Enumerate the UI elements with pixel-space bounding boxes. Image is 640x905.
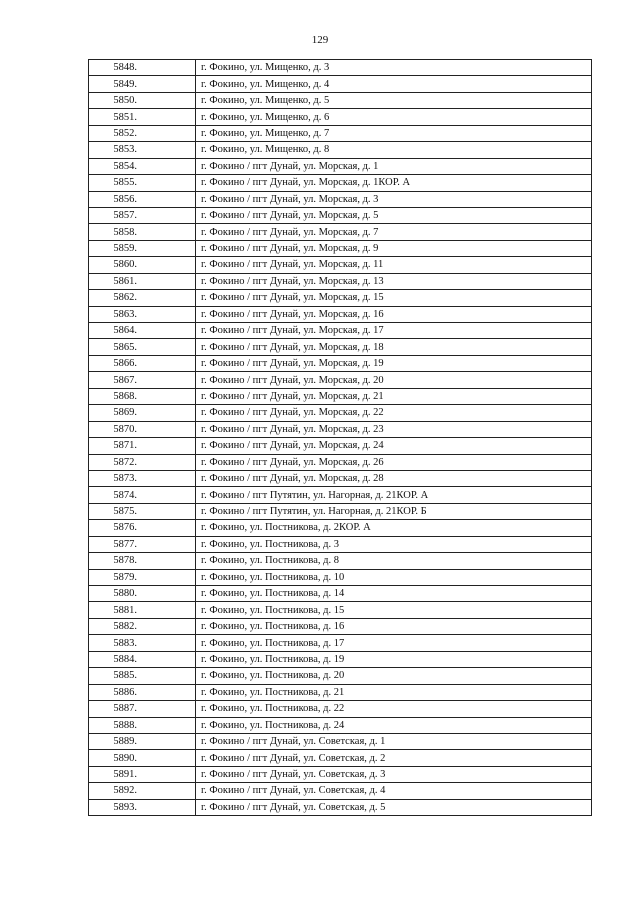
row-address: г. Фокино, ул. Постникова, д. 16 [196, 618, 592, 634]
row-number: 5878. [89, 553, 196, 569]
row-number: 5874. [89, 487, 196, 503]
row-number: 5886. [89, 684, 196, 700]
row-address: г. Фокино, ул. Постникова, д. 3 [196, 536, 592, 552]
row-number: 5851. [89, 109, 196, 125]
table-row [89, 323, 592, 339]
row-number: 5848. [89, 60, 196, 76]
table-row [89, 536, 592, 552]
table-row [89, 701, 592, 717]
row-number: 5876. [89, 520, 196, 536]
address-table [88, 59, 592, 816]
row-number: 5867. [89, 372, 196, 388]
row-address: г. Фокино / пгт Дунай, ул. Морская, д. 16 [196, 306, 592, 322]
table-row [89, 651, 592, 667]
row-address: г. Фокино / пгт Дунай, ул. Морская, д. 3 [196, 191, 592, 207]
row-number: 5862. [89, 290, 196, 306]
table-row [89, 290, 592, 306]
row-address: г. Фокино / пгт Дунай, ул. Советская, д. 5 [196, 799, 592, 815]
table-row [89, 60, 592, 76]
row-number: 5873. [89, 470, 196, 486]
row-address: г. Фокино / пгт Дунай, ул. Морская, д. 19 [196, 355, 592, 371]
row-address: г. Фокино / пгт Путятин, ул. Нагорная, д. 21КОР. Б [196, 503, 592, 519]
table-row [89, 618, 592, 634]
table-row [89, 799, 592, 815]
table-row [89, 717, 592, 733]
table-row [89, 142, 592, 158]
row-address: г. Фокино / пгт Дунай, ул. Морская, д. 18 [196, 339, 592, 355]
row-number: 5870. [89, 421, 196, 437]
row-number: 5861. [89, 273, 196, 289]
row-address: г. Фокино, ул. Постникова, д. 19 [196, 651, 592, 667]
row-number: 5850. [89, 92, 196, 108]
row-number: 5864. [89, 323, 196, 339]
row-address: г. Фокино / пгт Дунай, ул. Морская, д. 23 [196, 421, 592, 437]
table-row [89, 257, 592, 273]
table-row [89, 503, 592, 519]
table-row [89, 405, 592, 421]
row-address: г. Фокино, ул. Постникова, д. 17 [196, 635, 592, 651]
row-number: 5877. [89, 536, 196, 552]
row-number: 5849. [89, 76, 196, 92]
row-address: г. Фокино, ул. Мищенко, д. 5 [196, 92, 592, 108]
table-row [89, 175, 592, 191]
table-row [89, 92, 592, 108]
row-address: г. Фокино, ул. Мищенко, д. 6 [196, 109, 592, 125]
row-address: г. Фокино / пгт Дунай, ул. Морская, д. 13 [196, 273, 592, 289]
row-address: г. Фокино, ул. Постникова, д. 14 [196, 586, 592, 602]
table-row [89, 372, 592, 388]
row-address: г. Фокино / пгт Дунай, ул. Морская, д. 24 [196, 438, 592, 454]
row-number: 5863. [89, 306, 196, 322]
row-address: г. Фокино / пгт Дунай, ул. Морская, д. 11 [196, 257, 592, 273]
table-row [89, 421, 592, 437]
row-number: 5892. [89, 783, 196, 799]
row-number: 5884. [89, 651, 196, 667]
table-row [89, 487, 592, 503]
row-address: г. Фокино / пгт Дунай, ул. Морская, д. 15 [196, 290, 592, 306]
row-address: г. Фокино / пгт Дунай, ул. Морская, д. 1 [196, 158, 592, 174]
row-number: 5855. [89, 175, 196, 191]
table-row [89, 240, 592, 256]
row-number: 5868. [89, 388, 196, 404]
row-number: 5871. [89, 438, 196, 454]
row-address: г. Фокино / пгт Дунай, ул. Морская, д. 1КОР. А [196, 175, 592, 191]
row-address: г. Фокино / пгт Дунай, ул. Морская, д. 5 [196, 207, 592, 223]
row-address: г. Фокино, ул. Мищенко, д. 4 [196, 76, 592, 92]
row-address: г. Фокино / пгт Дунай, ул. Морская, д. 26 [196, 454, 592, 470]
table-row [89, 569, 592, 585]
row-number: 5887. [89, 701, 196, 717]
table-row [89, 158, 592, 174]
row-number: 5858. [89, 224, 196, 240]
row-number: 5869. [89, 405, 196, 421]
row-number: 5882. [89, 618, 196, 634]
row-address: г. Фокино / пгт Дунай, ул. Морская, д. 17 [196, 323, 592, 339]
row-number: 5860. [89, 257, 196, 273]
table-row [89, 125, 592, 141]
row-number: 5880. [89, 586, 196, 602]
table-row [89, 470, 592, 486]
row-address: г. Фокино / пгт Дунай, ул. Советская, д. 1 [196, 733, 592, 749]
row-address: г. Фокино, ул. Постникова, д. 2КОР. А [196, 520, 592, 536]
table-row [89, 733, 592, 749]
table-row [89, 273, 592, 289]
row-address: г. Фокино, ул. Мищенко, д. 3 [196, 60, 592, 76]
row-address: г. Фокино / пгт Дунай, ул. Советская, д. 2 [196, 750, 592, 766]
table-row [89, 339, 592, 355]
row-address: г. Фокино / пгт Дунай, ул. Морская, д. 21 [196, 388, 592, 404]
row-number: 5852. [89, 125, 196, 141]
row-address: г. Фокино / пгт Дунай, ул. Морская, д. 7 [196, 224, 592, 240]
address-table-body [89, 60, 592, 816]
row-number: 5857. [89, 207, 196, 223]
row-address: г. Фокино, ул. Мищенко, д. 8 [196, 142, 592, 158]
table-row [89, 602, 592, 618]
row-number: 5893. [89, 799, 196, 815]
table-row [89, 750, 592, 766]
row-number: 5853. [89, 142, 196, 158]
row-address: г. Фокино, ул. Постникова, д. 22 [196, 701, 592, 717]
row-number: 5872. [89, 454, 196, 470]
row-address: г. Фокино / пгт Путятин, ул. Нагорная, д. 21КОР. А [196, 487, 592, 503]
row-address: г. Фокино / пгт Дунай, ул. Морская, д. 22 [196, 405, 592, 421]
row-number: 5875. [89, 503, 196, 519]
row-number: 5888. [89, 717, 196, 733]
row-number: 5890. [89, 750, 196, 766]
row-address: г. Фокино / пгт Дунай, ул. Советская, д. 4 [196, 783, 592, 799]
table-row [89, 586, 592, 602]
table-row [89, 355, 592, 371]
row-address: г. Фокино, ул. Постникова, д. 20 [196, 668, 592, 684]
row-address: г. Фокино / пгт Дунай, ул. Морская, д. 9 [196, 240, 592, 256]
page-number: 129 [311, 34, 329, 46]
row-address: г. Фокино / пгт Дунай, ул. Морская, д. 20 [196, 372, 592, 388]
row-address: г. Фокино / пгт Дунай, ул. Советская, д. 3 [196, 766, 592, 782]
row-address: г. Фокино, ул. Постникова, д. 10 [196, 569, 592, 585]
row-number: 5865. [89, 339, 196, 355]
row-address: г. Фокино, ул. Мищенко, д. 7 [196, 125, 592, 141]
row-number: 5883. [89, 635, 196, 651]
row-number: 5879. [89, 569, 196, 585]
row-address: г. Фокино, ул. Постникова, д. 15 [196, 602, 592, 618]
row-number: 5859. [89, 240, 196, 256]
row-number: 5891. [89, 766, 196, 782]
table-row [89, 306, 592, 322]
row-number: 5866. [89, 355, 196, 371]
table-row [89, 668, 592, 684]
table-row [89, 224, 592, 240]
table-row [89, 76, 592, 92]
row-number: 5881. [89, 602, 196, 618]
table-row [89, 207, 592, 223]
table-row [89, 783, 592, 799]
row-number: 5854. [89, 158, 196, 174]
table-row [89, 109, 592, 125]
row-number: 5856. [89, 191, 196, 207]
row-address: г. Фокино, ул. Постникова, д. 21 [196, 684, 592, 700]
table-row [89, 766, 592, 782]
table-row [89, 553, 592, 569]
row-number: 5885. [89, 668, 196, 684]
table-row [89, 635, 592, 651]
row-address: г. Фокино / пгт Дунай, ул. Морская, д. 28 [196, 470, 592, 486]
table-row [89, 454, 592, 470]
table-row [89, 684, 592, 700]
row-number: 5889. [89, 733, 196, 749]
table-row [89, 438, 592, 454]
table-row [89, 191, 592, 207]
row-address: г. Фокино, ул. Постникова, д. 24 [196, 717, 592, 733]
table-row [89, 388, 592, 404]
table-row [89, 520, 592, 536]
row-address: г. Фокино, ул. Постникова, д. 8 [196, 553, 592, 569]
